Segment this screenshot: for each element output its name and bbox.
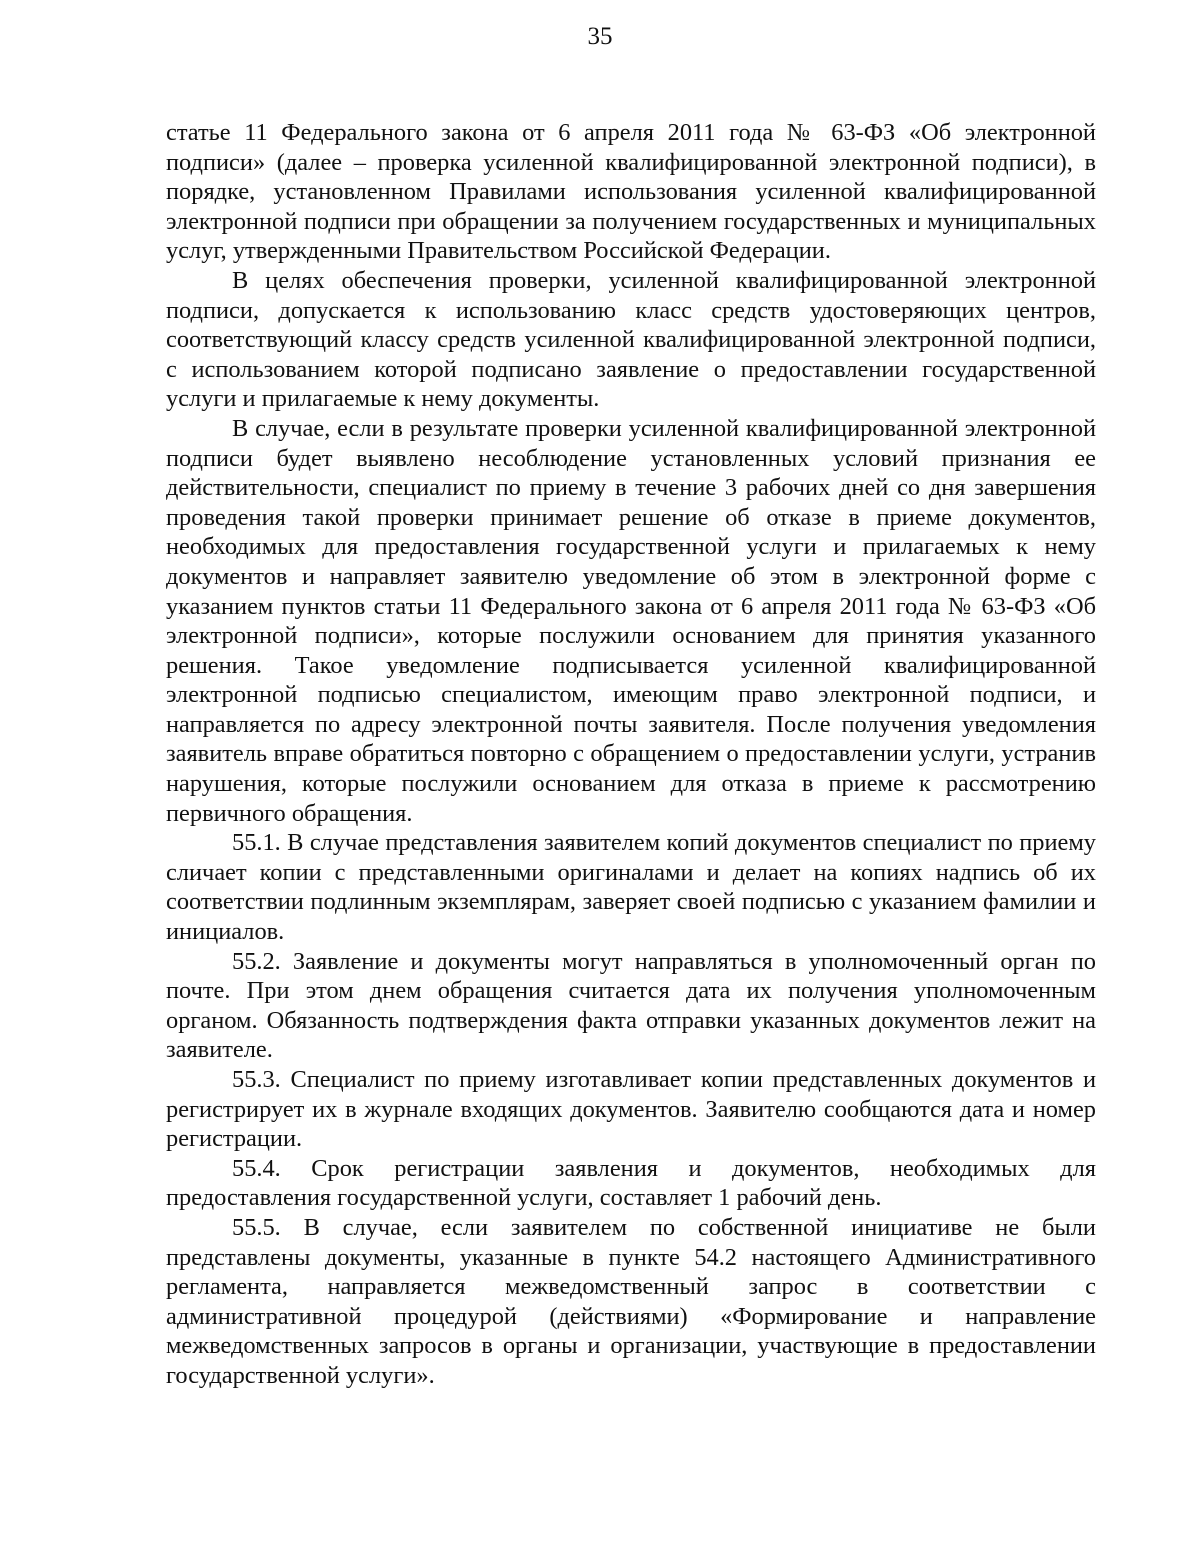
paragraph-55-5: 55.5. В случае, если заявителем по собственной инициативе не были представлены документы, указанные в пункте 54.2 настоящего Административного регламента, направляется межведомственный запрос в соответствии с административной процедурой (действиями) «Формирование и направление межведомственных запросов в органы и организации, участвующие в предоставлении государственной услуги». — [166, 1213, 1096, 1389]
document-body — [166, 118, 1096, 1391]
paragraph-verification-failure: В случае, если в результате проверки усиленной квалифицированной электронной подписи будет выявлено несоблюдение установленных условий признания ее действительности, специалист по приему в течение 3 рабочих дней со дня завершения проведения такой проверки принимает решение об отказе в приеме документов, необходимых для предоставления государственной услуги и прилагаемых к нему документов и направляет заявителю уведомление об этом в электронной форме с указанием пунктов статьи 11 Федерального закона от 6 апреля 2011 года № 63-ФЗ «Об электронной подписи», которые послужили основанием для принятия указанного решения. Такое уведомление подписывается усиленной квалифицированной электронной подписью специалистом, имеющим право электронной подписи, и направляется по адресу электронной почты заявителя. После получения уведомления заявитель вправе обратиться повторно с обращением о предоставлении услуги, устранив нарушения, которые послужили основанием для отказа в приеме к рассмотрению первичного обращения. — [166, 414, 1096, 827]
page-number: 35 — [587, 23, 613, 50]
paragraph-55-3: 55.3. Специалист по приему изготавливает копии представленных документов и регистрирует их в журнале входящих документов. Заявителю сообщаются дата и номер регистрации. — [166, 1066, 1096, 1153]
paragraph-signature-verification-continuation: статье 11 Федерального закона от 6 апреля 2011 года № 63-ФЗ «Об электронной подписи» (далее – проверка усиленной квалифицированной электронной подписи), в порядке, установленном Правилами использования усиленной квалифицированной электронной подписи при обращении за получением государственных и муниципальных услуг, утвержденными Правительством Российской Федерации. — [166, 119, 1096, 265]
paragraph-55-1: 55.1. В случае представления заявителем копий документов специалист по приему сличает копии с представленными оригиналами и делает на копиях надпись об их соответствии подлинным экземплярам, заверяет своей подписью с указанием фамилии и инициалов. — [166, 829, 1096, 946]
paragraph-55-2: 55.2. Заявление и документы могут направляться в уполномоченный орган по почте. При этом днем обращения считается дата их получения уполномоченным органом. Обязанность подтверждения факта отправки указанных документов лежит на заявителе. — [166, 947, 1096, 1064]
paragraph-55-4: 55.4. Срок регистрации заявления и документов, необходимых для предоставления государственной услуги, составляет 1 рабочий день. — [166, 1154, 1096, 1212]
paragraph-certification-class: В целях обеспечения проверки, усиленной квалифицированной электронной подписи, допускается к использованию класс средств удостоверяющих центров, соответствующий классу средств усиленной квалифицированной электронной подписи, с использованием которой подписано заявление о предоставлении государственной услуги и прилагаемые к нему документы. — [166, 266, 1096, 413]
